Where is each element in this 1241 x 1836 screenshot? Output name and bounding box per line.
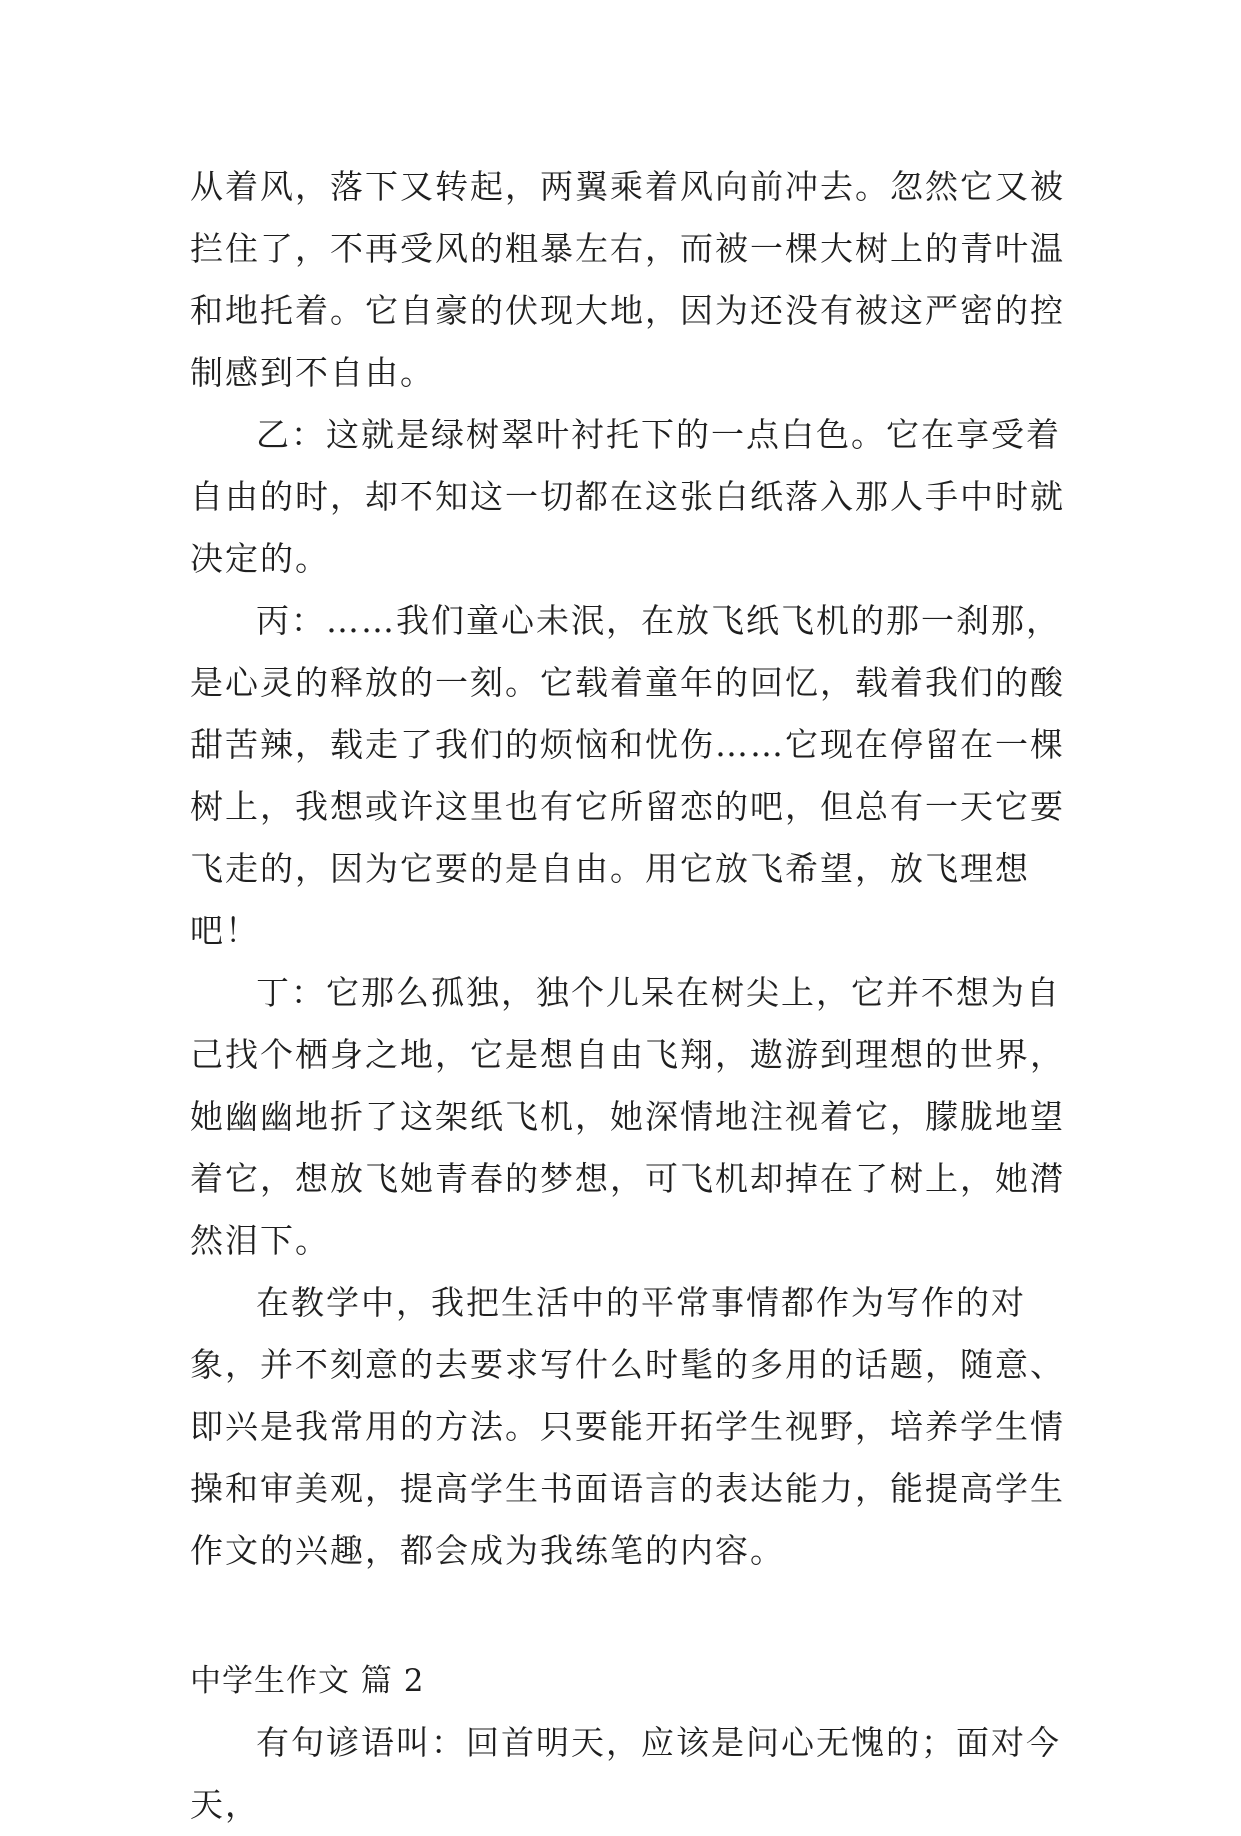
paragraph-yi: 乙：这就是绿树翠叶衬托下的一点白色。它在享受着自由的时，却不知这一切都在这张白纸落入那人手中时就决定的。 — [190, 415, 1065, 578]
paragraph-continuation: 从着风，落下又转起，两翼乘着风向前冲去。忽然它又被拦住了，不再受风的粗暴左右，而被一棵大树上的青叶温和地托着。它自豪的伏现大地，因为还没有被这严密的控制感到不自由。 — [190, 167, 1065, 392]
document-body — [190, 156, 1070, 1836]
section-spacer — [190, 1582, 1070, 1650]
paragraph-teaching: 在教学中，我把生活中的平常事情都作为写作的对象，并不刻意的去要求写什么时髦的多用的话题，随意、即兴是我常用的方法。只要能开拓学生视野，培养学生情操和审美观，提高学生书面语言的表达能力，能提高学生作文的兴趣，都会成为我练笔的内容。 — [190, 1283, 1065, 1570]
paragraph-proverb: 有句谚语叫：回首明天，应该是问心无愧的；面对今天， — [190, 1723, 1061, 1824]
paragraph-ding: 丁：它那么孤独，独个儿呆在树尖上，它并不想为自己找个栖身之地，它是想自由飞翔，遨游到理想的世界，她幽幽地折了这架纸飞机，她深情地注视着它，朦胧地望着它，想放飞她青春的梦想，可飞机却掉在了树上，她潸然泪下。 — [190, 973, 1065, 1260]
section-title: 中学生作文 篇 2 — [190, 1663, 425, 1699]
paragraph-bing: 丙：……我们童心未泯，在放飞纸飞机的那一刹那，是心灵的释放的一刻。它载着童年的回忆，载着我们的酸甜苦辣，载走了我们的烦恼和忧伤……它现在停留在一棵树上，我想或许这里也有它所留恋的吧，但总有一天它要飞走的，因为它要的是自由。用它放飞希望，放飞理想吧！ — [190, 601, 1065, 950]
